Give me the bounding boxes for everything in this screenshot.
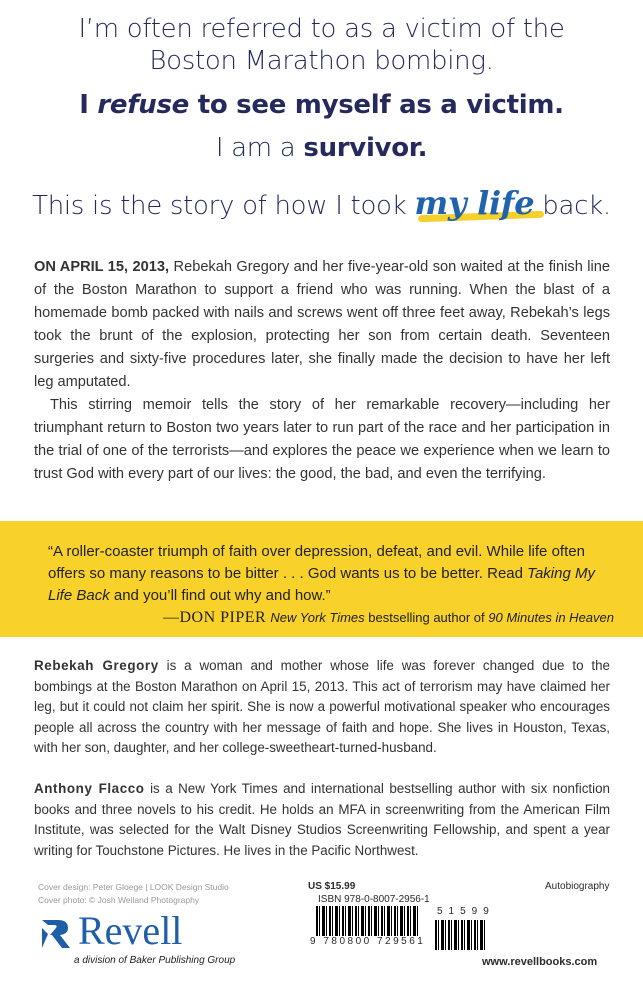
text: This is the story of how I took [32,191,415,221]
revell-logo [38,908,183,953]
text: “A roller-coaster triumph of faith over depression, defeat, and evil. While life often offers so many reasons to be bitter . . . God wants us to be better. Read [48,543,585,582]
my-life-script [414,184,534,222]
emphasis: survivor. [303,133,428,163]
publisher-name: Revell [78,908,183,953]
author-name: Rebekah Gregory [34,658,159,673]
description-p1 [34,256,610,394]
headline-survivor [0,133,643,163]
isbn: ISBN 978-0-8007-2956-1 [318,894,430,905]
text: and you’ll find out why and how.” [109,587,331,604]
revell-r-icon [38,918,72,950]
category: Autobiography [545,881,610,892]
endorsement-quote [48,541,608,607]
headline-line-1: I’m often referred to as a victim of the [78,14,565,44]
cover-credits [38,881,229,907]
text: I am a [215,133,304,163]
description-p2: This stirring memoir tells the story of her remarkable recovery—including her triumphant return to Boston two years later to run part of the race and her participation in the trial of one of the terrorists—and explores the peace we experience when we learn to trust God with every part of our lives: the good, the bad, and even the terrifying. [34,397,610,482]
price: US $15.99 [308,881,356,892]
cover-photo-credit: Cover photo: © Josh Weiland Photography [38,895,200,905]
text: is a woman and mother whose life was forever changed due to the bombings at the Boston Marathon on April 15, 2013. This act of terrorism may have claimed her leg, but it could not claim her spirit. She is now a powerful motivational speaker who encourages people all across the country with her message of faith and hope. She lives in Houston, Texas, with her son, daughter, and her college-sweetheart-turned-husband. [34,658,610,756]
lead: ON APRIL 15, 2013, [34,259,170,275]
headline-story [0,184,643,222]
book-title: Taking My Life Back [48,565,595,604]
bio-anthony [34,779,610,861]
headline-refuse [0,90,643,120]
publisher-division: a division of Baker Publishing Group [74,955,236,966]
price-code: 51599 [437,906,495,917]
text: 90 Minutes in Heaven [488,610,614,625]
barcode-number: 9 780800 729561 [310,936,426,947]
text: back. [534,191,611,221]
text: bestselling author of [364,610,489,625]
text: is a New York Times and international bestselling author with six nonfiction books and three novels to his credit. He holds an MFA in screenwriting from the American Film Institute, was selected for the Walt Disney Studios Screenwriting Fellowship, and spent a year writing for Touchstone Pictures. He lives in the Pacific Northwest. [34,781,610,858]
author-name: Anthony Flacco [34,781,145,796]
text: Rebekah Gregory and her five-year-old son waited at the finish line of the Boston Marathon to support a friend who was running. When the blast of a homemade bomb packed with nails and screws went off three feet away, Rebekah’s legs took the brunt of the explosion, protecting her son from certain death. Seventeen surgeries and sixty-five procedures later, she finally made the decision to have her left leg amputated. [34,259,611,390]
text: to see myself as a victim. [188,90,564,120]
price-barcode [435,920,487,950]
script-text: my life [414,184,535,222]
endorsement [48,541,614,629]
publisher-url: www.revellbooks.com [482,956,598,968]
description [34,256,610,486]
emphasis: refuse [97,90,189,120]
endorsement-attribution [48,607,614,629]
text: New York Times [270,610,365,625]
cover-design-credit: Cover design: Peter Gloege | LOOK Design Studio [38,882,229,892]
bio-rebekah [34,656,610,759]
headline-line-2: Boston Marathon bombing. [149,46,494,76]
endorser-name: —DON PIPER [162,609,267,626]
text: I [79,90,98,120]
